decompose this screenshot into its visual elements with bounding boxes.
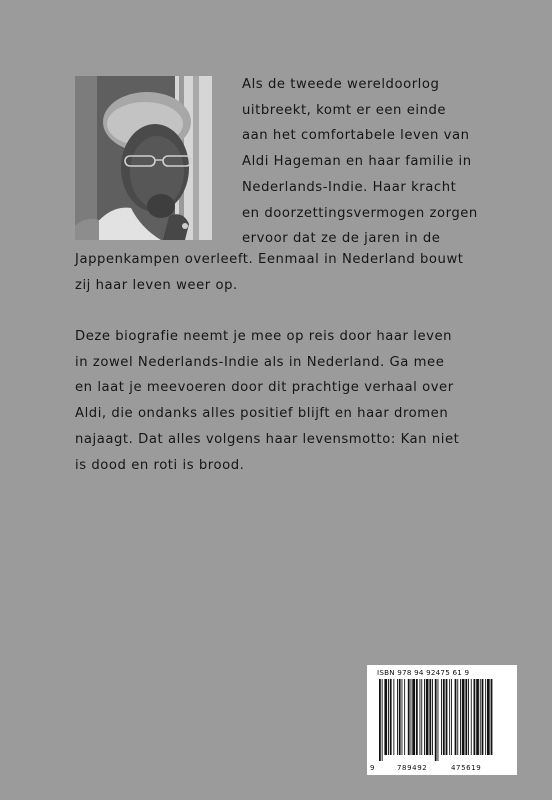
blurb-line: Aldi Hageman en haar familie in [242, 154, 472, 170]
barcode-bar [393, 679, 394, 755]
blurb-paragraph-1-top [242, 72, 478, 252]
barcode-bar [455, 679, 457, 755]
barcode-bar [449, 679, 450, 755]
barcode-bar [462, 679, 465, 755]
isbn-barcode [367, 665, 517, 775]
barcode-bar [443, 679, 445, 755]
blurb-line: en laat je meevoeren door dit prachtige verhaal over [75, 380, 454, 396]
barcode-bar [424, 679, 425, 755]
barcode-bar [435, 679, 437, 761]
barcode-bar [397, 679, 398, 755]
barcode-bar [480, 679, 481, 755]
blurb-line: najaagt. Dat alles volgens haar levensmotto: Kan niet [75, 431, 460, 447]
barcode-bar [487, 679, 490, 755]
blurb-line: uitbreekt, komt er een einde [242, 102, 447, 118]
barcode-bar [476, 679, 479, 755]
blurb-paragraph-2 [75, 324, 459, 478]
barcode-first-digit: 9 [370, 764, 376, 772]
blurb-line: Aldi, die ondanks alles positief blijft en haar dromen [75, 406, 449, 422]
barcode-bar [468, 679, 469, 755]
barcode-bar [438, 679, 439, 761]
barcode-bar [429, 679, 431, 755]
barcode-bar [474, 679, 476, 755]
blurb-line: Als de tweede wereldoorlog [242, 77, 440, 92]
barcode-bar [402, 679, 403, 755]
blurb-line: Deze biografie neemt je mee op reis door haar leven [75, 329, 453, 344]
barcode-bar [412, 679, 415, 755]
barcode-bar [390, 679, 392, 755]
barcode-bar [451, 679, 452, 755]
blurb-line: Jappenkampen overleeft. Eenmaal in Nederland bouwt [75, 252, 464, 267]
barcode-bar [416, 679, 418, 755]
barcode-bar [465, 679, 467, 755]
barcode-right-digits: 475619 [451, 764, 482, 772]
barcode-bar [446, 679, 448, 755]
blurb-line: Nederlands-Indie. Haar kracht [242, 179, 457, 195]
blurb-line: en doorzettingsvermogen zorgen [242, 205, 478, 221]
blurb-line: zij haar leven weer op. [75, 277, 238, 293]
isbn-label: ISBN 978 94 92475 61 9 [377, 668, 470, 677]
blurb-line: in zowel Nederlands-Indie als in Nederland. Ga mee [75, 354, 445, 370]
barcode-bar [485, 679, 486, 755]
barcode-bar [399, 679, 401, 755]
barcode-bar [482, 679, 484, 755]
barcode-bar [457, 679, 458, 755]
barcode-bar [426, 679, 429, 755]
barcode-bars [371, 679, 513, 761]
blurb-line: ervoor dat ze de jaren in de [242, 231, 441, 247]
barcode-bar [388, 679, 389, 755]
barcode-bar [411, 679, 412, 755]
barcode-bar [420, 679, 421, 755]
barcode-bar [421, 679, 422, 755]
barcode-bar [408, 679, 410, 755]
barcode-bar [404, 679, 405, 755]
barcode-bar [441, 679, 442, 755]
barcode-bar [460, 679, 461, 755]
barcode-bar [491, 679, 493, 755]
blurb-line: aan het comfortabele leven van [242, 128, 470, 144]
barcode-bar [471, 679, 472, 755]
barcode-left-digits: 789492 [397, 764, 428, 772]
portrait-image [75, 76, 212, 240]
barcode-bar [379, 679, 381, 761]
blurb-paragraph-1-bottom [75, 247, 464, 298]
barcode-bar [382, 679, 383, 761]
blurb-line: is dood en roti is brood. [75, 457, 245, 473]
author-portrait-photo [75, 76, 212, 240]
barcode-bar [432, 679, 433, 755]
barcode-bar [384, 679, 387, 755]
